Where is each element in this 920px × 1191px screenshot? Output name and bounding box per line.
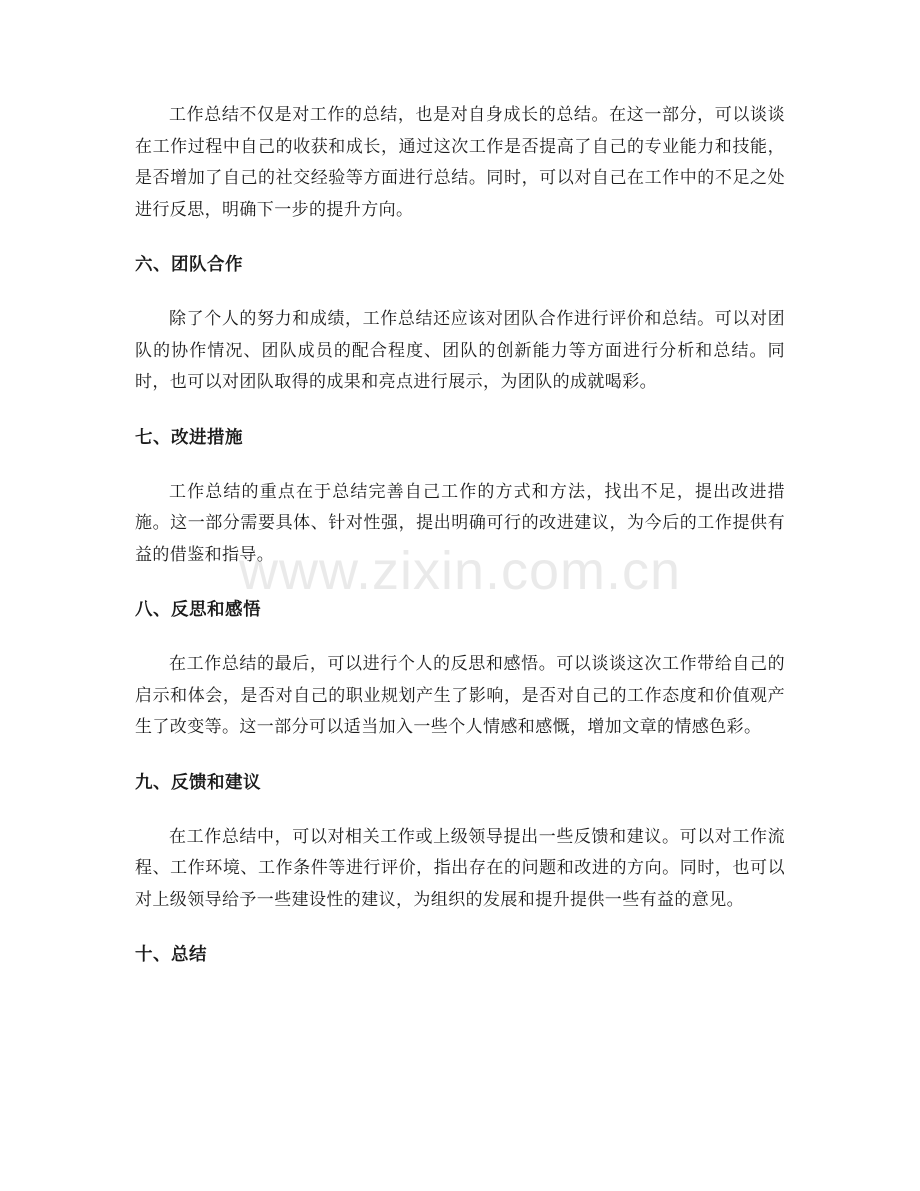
paragraph-feedback: 在工作总结中，可以对相关工作或上级领导提出一些反馈和建议。可以对工作流程、工作环境、工作条件等进行评价，指出存在的问题和改进的方向。同时，也可以对上级领导给予一些建设性的建议，为组织的发展和提升提供一些有益的意见。 [135, 826, 785, 910]
paragraph-personal-growth: 工作总结不仅是对工作的总结，也是对自身成长的总结。在这一部分，可以谈谈在工作过程中自己的收获和成长，通过这次工作是否提高了自己的专业能力和技能，是否增加了自己的社交经验等方面进行总结。同时，可以对自己在工作中的不足之处进行反思，明确下一步的提升方向。 [135, 105, 785, 220]
paragraph-reflection: 在工作总结的最后，可以进行个人的反思和感悟。可以谈谈这次工作带给自己的启示和体会，是否对自己的职业规划产生了影响，是否对自己的工作态度和价值观产生了改变等。这一部分可以适当加入一些个人情感和感慨，增加文章的情感色彩。 [135, 654, 785, 737]
heading-feedback: 九、反馈和建议 [135, 772, 261, 793]
paragraph-improvement-measures: 工作总结的重点在于总结完善自己工作的方式和方法，找出不足，提出改进措施。这一部分需要具体、针对性强，提出明确可行的改进建议，为今后的工作提供有益的借鉴和指导。 [135, 481, 785, 565]
paragraph-team-cooperation: 除了个人的努力和成绩，工作总结还应该对团队合作进行评价和总结。可以对团队的协作情况、团队成员的配合程度、团队的创新能力等方面进行分析和总结。同时，也可以对团队取得的成果和亮点进行展示，为团队的成就喝彩。 [135, 309, 785, 392]
document-body [135, 100, 785, 994]
heading-reflection: 八、反思和感悟 [135, 600, 261, 620]
heading-summary: 十、总结 [135, 945, 207, 965]
heading-team-cooperation: 六、团队合作 [135, 255, 243, 275]
watermark-text: www.zixin.com.cn [238, 541, 682, 601]
heading-improvement-measures: 七、改进措施 [135, 427, 243, 448]
